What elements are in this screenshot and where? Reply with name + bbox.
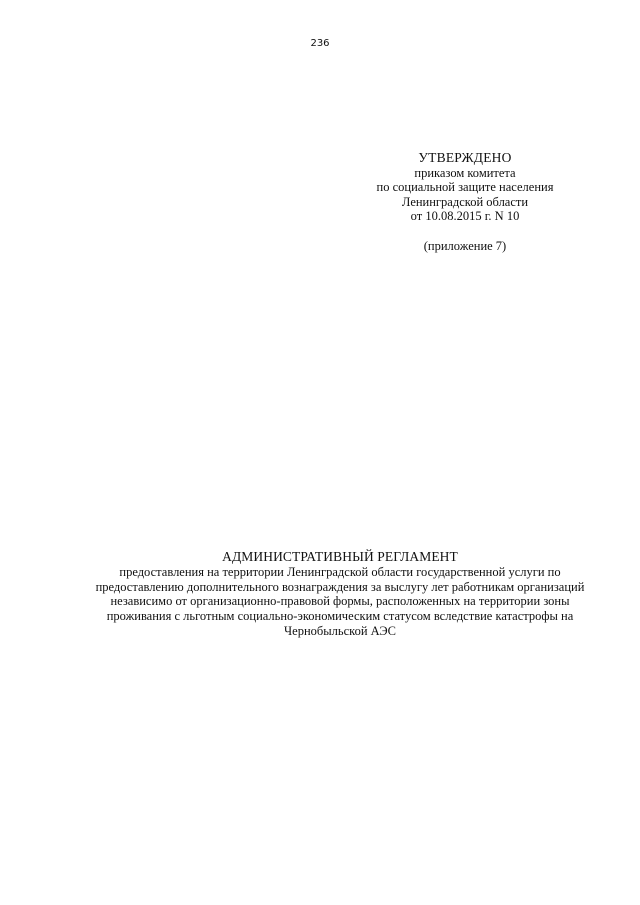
regulation-subtitle-line: проживания с льготным социально-экономическим статусом вследствие катастрофы на [106,609,574,624]
approval-line-region: Ленинградской области [401,194,529,209]
approval-appendix: (приложение 7) [423,238,507,253]
regulation-block [60,550,620,639]
approval-line-date-number: от 10.08.2015 г. N 10 [410,209,520,224]
page-number: 236 [310,38,330,49]
regulation-subtitle-line: предоставлению дополнительного вознаграждения за выслугу лет работникам организаций [95,579,585,594]
regulation-title: АДМИНИСТРАТИВНЫЙ РЕГЛАМЕНТ [222,549,458,564]
regulation-subtitle-line: независимо от организационно-правовой формы, расположенных на территории зоны [110,594,570,609]
regulation-subtitle-line: Чернобыльской АЭС [284,623,396,638]
approval-block [330,151,600,254]
approval-line-committee-order: приказом комитета [414,165,516,180]
approval-heading: УТВЕРЖДЕНО [418,150,512,165]
regulation-subtitle-line: предоставления на территории Ленинградской области государственной услуги по [119,564,561,579]
approval-line-committee-name: по социальной защите населения [376,180,554,195]
